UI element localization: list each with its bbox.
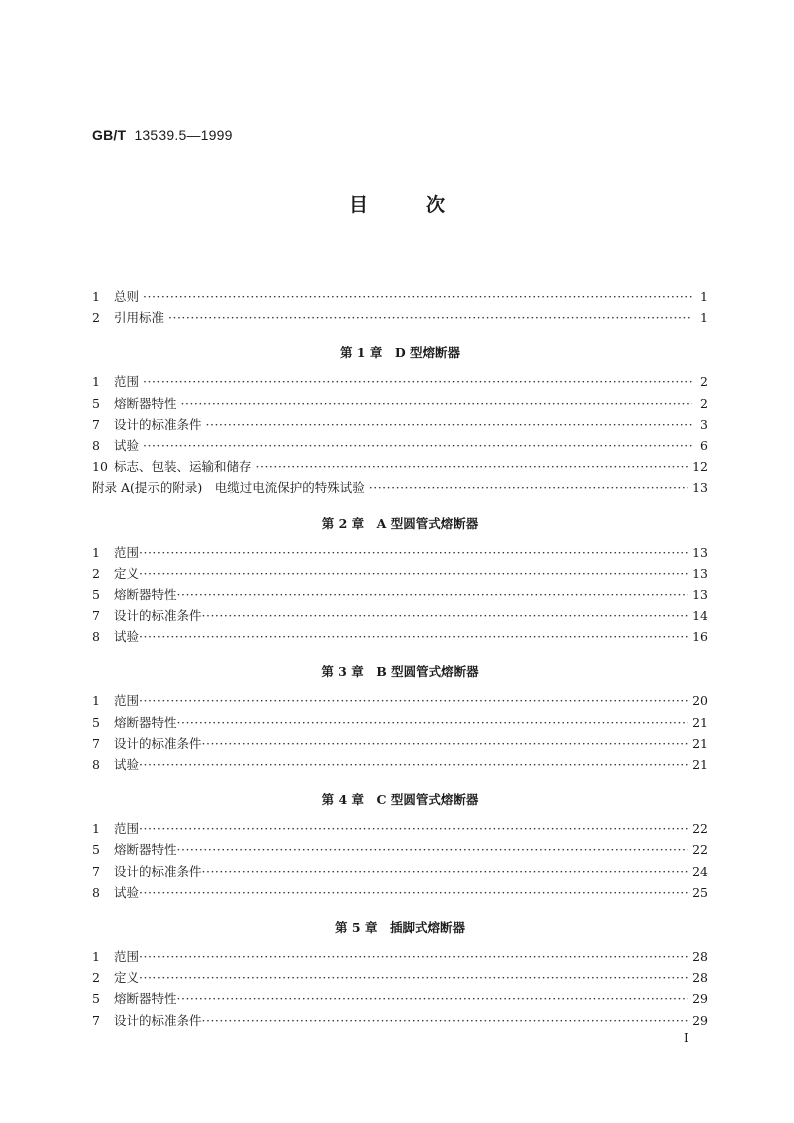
toc-entry-page: 29 — [692, 1012, 708, 1028]
dot-leader — [202, 1010, 689, 1031]
toc-entry-number: 5 — [92, 395, 100, 411]
toc-entry-number: 5 — [92, 842, 100, 858]
chapter-heading[interactable]: 第 4 章 C 型圆管式熔断器 — [321, 792, 479, 808]
toc-intro — [92, 286, 708, 328]
toc-entry-page: 3 — [700, 416, 708, 432]
toc-entry[interactable] — [92, 435, 708, 456]
toc-chapter — [92, 342, 708, 498]
dot-leader — [143, 435, 692, 456]
dot-leader — [139, 818, 688, 839]
toc-entry-page: 16 — [692, 629, 708, 645]
toc-entry-number: 1 — [92, 374, 100, 390]
dot-leader — [369, 477, 688, 498]
standard-number — [92, 127, 233, 143]
toc-entry-label: 附录 A(提示的附录) 电缆过电流保护的特殊试验 — [92, 480, 365, 496]
toc-chapter — [92, 513, 708, 648]
toc-entry-page: 14 — [692, 608, 708, 624]
toc-entry-page: 13 — [692, 565, 708, 581]
page-number: I — [684, 1031, 689, 1045]
toc-entry[interactable] — [92, 861, 708, 882]
toc-chapter — [92, 661, 708, 775]
toc-entry-number: 7 — [92, 735, 100, 751]
toc-entry-label: 熔断器特性 — [114, 395, 177, 411]
dot-leader — [143, 371, 692, 392]
toc-entry[interactable] — [92, 754, 708, 775]
toc-entry[interactable] — [92, 371, 708, 392]
toc-entry-number: 8 — [92, 757, 100, 772]
toc-entry-label: 设计的标准条件 — [114, 416, 202, 432]
toc-entry-label: 试验 — [114, 629, 140, 645]
standard-code: 13539.5—1999 — [134, 127, 233, 143]
dot-leader — [139, 967, 688, 988]
toc-chapters — [92, 342, 708, 1030]
chapter-heading[interactable]: 第 1 章 D 型熔断器 — [339, 345, 461, 361]
chapter-heading[interactable]: 第 3 章 B 型圆管式熔断器 — [321, 664, 479, 680]
toc-entry-page: 20 — [692, 693, 708, 709]
toc-entry-label: 熔断器特性 — [114, 586, 177, 602]
toc-entry-number: 1 — [92, 289, 100, 304]
toc-entry-number: 1 — [92, 948, 100, 964]
toc-entry-page: 22 — [692, 842, 708, 858]
toc-entry-number: 2 — [92, 970, 100, 986]
toc-entry-number: 7 — [92, 608, 100, 624]
toc-entry-number: 5 — [92, 586, 100, 602]
toc-entry-page: 22 — [692, 821, 708, 837]
toc-chapter — [92, 917, 708, 1031]
toc-entry[interactable] — [92, 690, 708, 711]
toc-entry-page: 28 — [692, 948, 708, 964]
toc-entry[interactable] — [92, 839, 708, 860]
toc-entry-number: 5 — [92, 991, 100, 1007]
toc-entry[interactable] — [92, 393, 708, 414]
toc-entry[interactable] — [92, 1010, 708, 1031]
toc-entry-label: 熔断器特性 — [114, 714, 177, 730]
toc-entry-label: 标志、包装、运输和储存 — [114, 459, 252, 475]
toc-entry-label: 范围 — [114, 693, 140, 709]
dot-leader — [139, 946, 688, 967]
dot-leader — [139, 542, 688, 563]
toc-entry-number: 2 — [92, 565, 100, 581]
toc-entry-number: 1 — [92, 821, 100, 837]
toc-entry[interactable] — [92, 967, 708, 988]
toc-entry-page: 21 — [692, 735, 708, 751]
toc-entry-label: 定义 — [114, 565, 140, 581]
chapter-heading[interactable]: 第 5 章 插脚式熔断器 — [335, 919, 465, 935]
toc-entry-page: 21 — [692, 714, 708, 730]
dot-leader — [202, 605, 689, 626]
toc-entry[interactable] — [92, 563, 708, 584]
toc-entry[interactable] — [92, 626, 708, 647]
page-title: 目次 — [348, 194, 503, 216]
toc-entry-label: 总则 — [114, 289, 140, 304]
dot-leader — [181, 393, 692, 414]
toc-entry-number: 7 — [92, 863, 100, 879]
dot-leader — [139, 690, 688, 711]
toc-entry-label: 熔断器特性 — [114, 991, 177, 1007]
dot-leader — [177, 584, 689, 605]
toc-entry[interactable] — [92, 605, 708, 626]
toc-entry[interactable] — [92, 584, 708, 605]
toc-entry-page: 13 — [692, 480, 708, 496]
toc-entry[interactable] — [92, 988, 708, 1009]
toc-entry-page: 13 — [692, 544, 708, 560]
toc-entry-label: 设计的标准条件 — [114, 608, 202, 624]
toc-entry-page: 12 — [692, 459, 708, 475]
dot-leader — [177, 988, 689, 1009]
toc-entry-number: 7 — [92, 416, 100, 432]
toc-entry-page: 21 — [692, 757, 708, 772]
toc-entry-label: 定义 — [114, 970, 140, 986]
toc-entry-label: 试验 — [114, 437, 140, 453]
toc-entry-number: 5 — [92, 714, 100, 730]
toc-entry-number: 8 — [92, 884, 100, 900]
toc-entry-page: 1 — [700, 289, 708, 304]
toc-entry-page: 25 — [692, 884, 708, 900]
toc-entry-label: 范围 — [114, 948, 140, 964]
dot-leader — [143, 286, 692, 307]
toc-entry-label: 试验 — [114, 884, 140, 900]
dot-leader — [177, 712, 689, 733]
toc-entry-page: 1 — [700, 310, 708, 326]
toc-entry-label: 试验 — [114, 757, 140, 772]
dot-leader — [139, 754, 688, 775]
toc-entry-label: 熔断器特性 — [114, 842, 177, 858]
toc-entry[interactable] — [92, 818, 708, 839]
toc-entry-number: 1 — [92, 544, 100, 560]
toc-entry[interactable] — [92, 456, 708, 477]
toc-entry-label: 设计的标准条件 — [114, 863, 202, 879]
toc-entry-page: 2 — [700, 395, 708, 411]
table-of-contents — [92, 286, 708, 1031]
toc-entry[interactable] — [92, 414, 708, 435]
toc-entry-page: 28 — [692, 970, 708, 986]
toc-entry[interactable] — [92, 286, 708, 307]
toc-entry-page: 29 — [692, 991, 708, 1007]
toc-entry[interactable] — [92, 733, 708, 754]
dot-leader — [168, 307, 692, 328]
toc-entry[interactable] — [92, 882, 708, 903]
toc-entry-number: 8 — [92, 437, 100, 453]
toc-entry-label: 范围 — [114, 821, 140, 837]
dot-leader — [202, 733, 689, 754]
toc-entry-label: 设计的标准条件 — [114, 1012, 202, 1028]
toc-entry-number: 1 — [92, 693, 100, 709]
toc-entry[interactable] — [92, 477, 708, 498]
dot-leader — [206, 414, 692, 435]
toc-entry-label: 范围 — [114, 544, 140, 560]
toc-entry[interactable] — [92, 712, 708, 733]
dot-leader — [256, 456, 689, 477]
toc-entry-page: 6 — [700, 437, 708, 453]
toc-entry-page: 2 — [700, 374, 708, 390]
toc-entry-number: 7 — [92, 1012, 100, 1028]
toc-entry-label: 设计的标准条件 — [114, 735, 202, 751]
dot-leader — [139, 626, 688, 647]
toc-entry-number: 10 — [92, 459, 108, 475]
dot-leader — [139, 563, 688, 584]
toc-entry-number: 8 — [92, 629, 100, 645]
dot-leader — [202, 861, 689, 882]
chapter-heading[interactable]: 第 2 章 A 型圆管式熔断器 — [321, 515, 479, 531]
toc-entry[interactable] — [92, 946, 708, 967]
toc-chapter — [92, 789, 708, 903]
dot-leader — [139, 882, 688, 903]
toc-entry-page: 24 — [692, 863, 708, 879]
toc-entry-page: 13 — [692, 586, 708, 602]
toc-entry[interactable] — [92, 307, 708, 328]
dot-leader — [177, 839, 689, 860]
toc-entry[interactable] — [92, 542, 708, 563]
toc-entry-label: 范围 — [114, 374, 140, 390]
toc-entry-label: 引用标准 — [114, 310, 165, 326]
toc-entry-number: 2 — [92, 310, 100, 326]
standard-prefix: GB/T — [92, 127, 127, 143]
